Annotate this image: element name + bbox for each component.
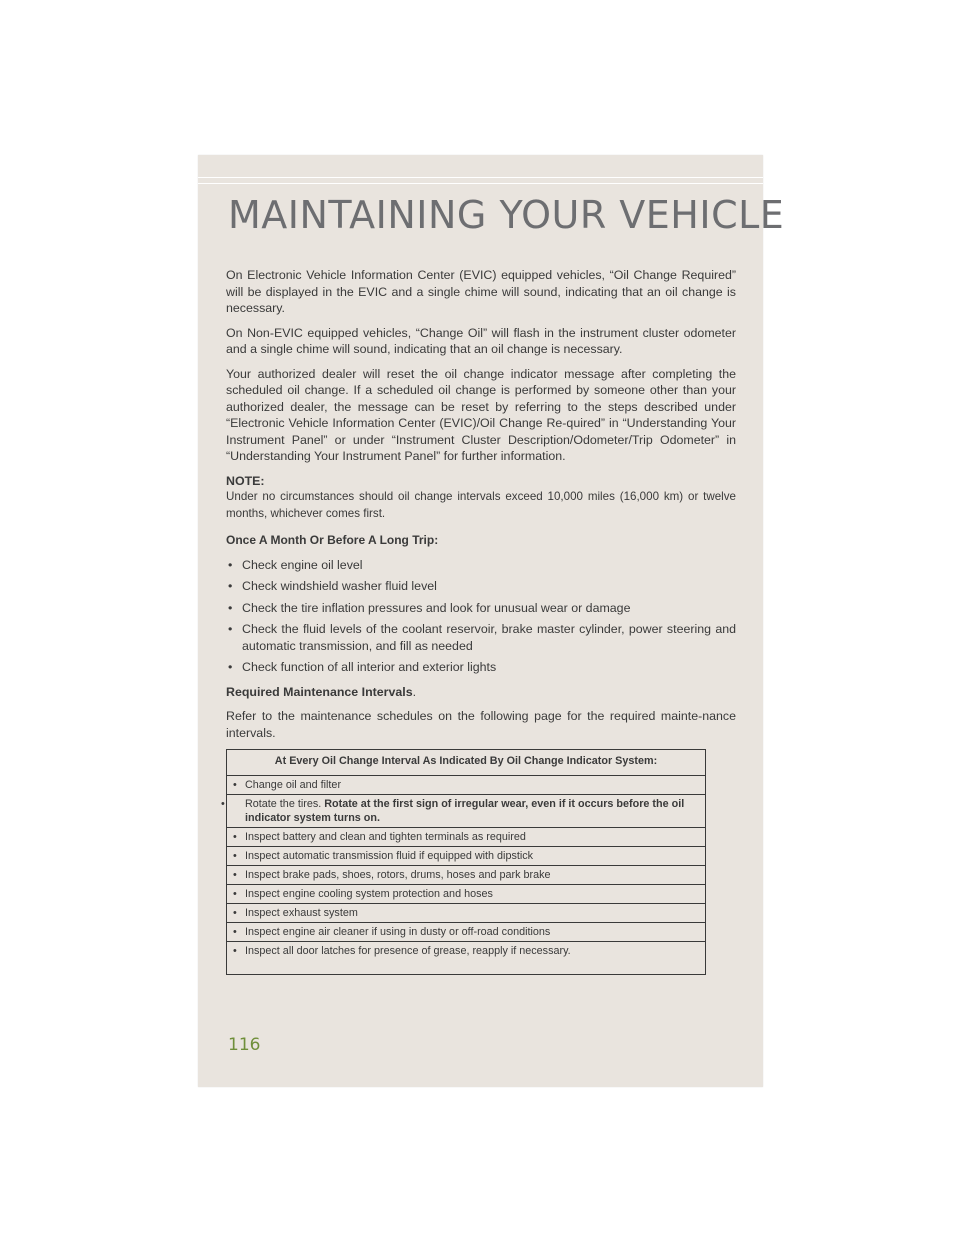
list-item-text: Check engine oil level bbox=[242, 557, 363, 572]
page-number: 116 bbox=[228, 1035, 261, 1055]
list-item-text: Check the fluid levels of the coolant reservoir, brake master cylinder, power steering and automatic transmission, and fill as needed bbox=[242, 622, 736, 653]
monthly-heading: Once A Month Or Before A Long Trip: bbox=[226, 533, 439, 547]
bullet-icon: • bbox=[228, 660, 233, 674]
bullet-icon: • bbox=[233, 906, 237, 919]
table-cell-text: Inspect engine air cleaner if using in dusty or off-road conditions bbox=[245, 925, 551, 938]
bullet-icon: • bbox=[228, 579, 233, 593]
table-row bbox=[227, 922, 706, 941]
list-item-text: Check function of all interior and exterior lights bbox=[242, 660, 497, 674]
bullet-icon: • bbox=[233, 925, 237, 938]
table-cell-text: Change oil and filter bbox=[245, 778, 342, 791]
page-content bbox=[221, 267, 736, 975]
monthly-checklist bbox=[226, 557, 736, 676]
table-row bbox=[227, 865, 706, 884]
intervals-heading-suffix: . bbox=[412, 684, 417, 699]
list-item bbox=[226, 578, 736, 595]
list-item-text: Check windshield washer fluid level bbox=[242, 579, 437, 593]
intervals-text: Refer to the maintenance schedules on the following page for the required mainte-nance intervals. bbox=[226, 709, 736, 740]
table-cell-text: Inspect automatic transmission fluid if equipped with dipstick bbox=[245, 849, 534, 862]
bullet-icon: • bbox=[233, 944, 237, 957]
table-row bbox=[227, 775, 706, 794]
bullet-icon: • bbox=[221, 797, 225, 810]
bullet-icon: • bbox=[233, 830, 237, 843]
note-label: NOTE: bbox=[226, 473, 265, 488]
bullet-icon: • bbox=[228, 557, 233, 572]
header-rule-top bbox=[198, 177, 763, 178]
table-row bbox=[227, 903, 706, 922]
bullet-icon: • bbox=[233, 887, 237, 900]
list-item bbox=[226, 557, 736, 574]
table-cell-bold-text: Rotate at the first sign of irregular wear, even if it occurs before the oil indicator system turns on. bbox=[245, 797, 685, 824]
table-row bbox=[227, 846, 706, 865]
table-row bbox=[227, 884, 706, 903]
intervals-heading-line bbox=[226, 684, 736, 701]
maintenance-table bbox=[221, 749, 706, 975]
table-cell-text: Inspect exhaust system bbox=[245, 906, 358, 919]
bullet-icon: • bbox=[233, 778, 237, 791]
header-rule-bottom bbox=[198, 183, 763, 184]
note-text: Under no circumstances should oil change intervals exceed 10,000 miles (16,000 km) or twelve months, whichever comes first. bbox=[226, 490, 736, 520]
paragraph-non-evic: On Non-EVIC equipped vehicles, “Change Oil” will flash in the instrument cluster odometer and a single chime will sound, indicating that an oil change is necessary. bbox=[226, 325, 736, 356]
paragraph-dealer-reset: Your authorized dealer will reset the oil change indicator message after completing the scheduled oil change. If a scheduled oil change is performed by someone other than your authorized dealer, the message can be reset by referring to the steps described under “Electronic Vehicle Information Center (EVIC)/Oil Change Re-quired” in “Understanding Your Instrument Panel” or under “Instrument Cluster Description/Odometer/Trip Odometer” in “Understanding Your Instrument Panel” for further information. bbox=[226, 366, 736, 463]
intervals-heading: Required Maintenance Intervals bbox=[226, 684, 413, 699]
bullet-icon: • bbox=[233, 868, 237, 881]
table-header: At Every Oil Change Interval As Indicated By Oil Change Indicator System: bbox=[227, 750, 706, 776]
list-item-text: Check the tire inflation pressures and look for unusual wear or damage bbox=[242, 600, 631, 615]
table-row bbox=[227, 941, 706, 974]
table-cell-text: Rotate the tires. bbox=[245, 797, 322, 810]
list-item bbox=[226, 659, 736, 676]
page-title: MAINTAINING YOUR VEHICLE bbox=[228, 193, 785, 237]
bullet-icon: • bbox=[228, 622, 233, 636]
bullet-icon: • bbox=[228, 600, 233, 615]
table-cell-text: Inspect battery and clean and tighten terminals as required bbox=[245, 830, 526, 843]
list-item bbox=[226, 621, 736, 654]
table-cell-text: Inspect all door latches for presence of grease, reapply if necessary. bbox=[245, 944, 571, 957]
table-row bbox=[227, 794, 706, 827]
list-item bbox=[226, 600, 736, 617]
table-cell-text: Inspect brake pads, shoes, rotors, drums, hoses and park brake bbox=[245, 868, 551, 881]
table-cell-text: Inspect engine cooling system protection and hoses bbox=[245, 887, 493, 900]
paragraph-evic: On Electronic Vehicle Information Center (EVIC) equipped vehicles, “Oil Change Required” will be displayed in the EVIC and a single chime will sound, indicating that an oil change is necessary. bbox=[226, 268, 736, 315]
table-row bbox=[227, 827, 706, 846]
bullet-icon: • bbox=[233, 849, 237, 862]
manual-page bbox=[198, 155, 785, 1087]
